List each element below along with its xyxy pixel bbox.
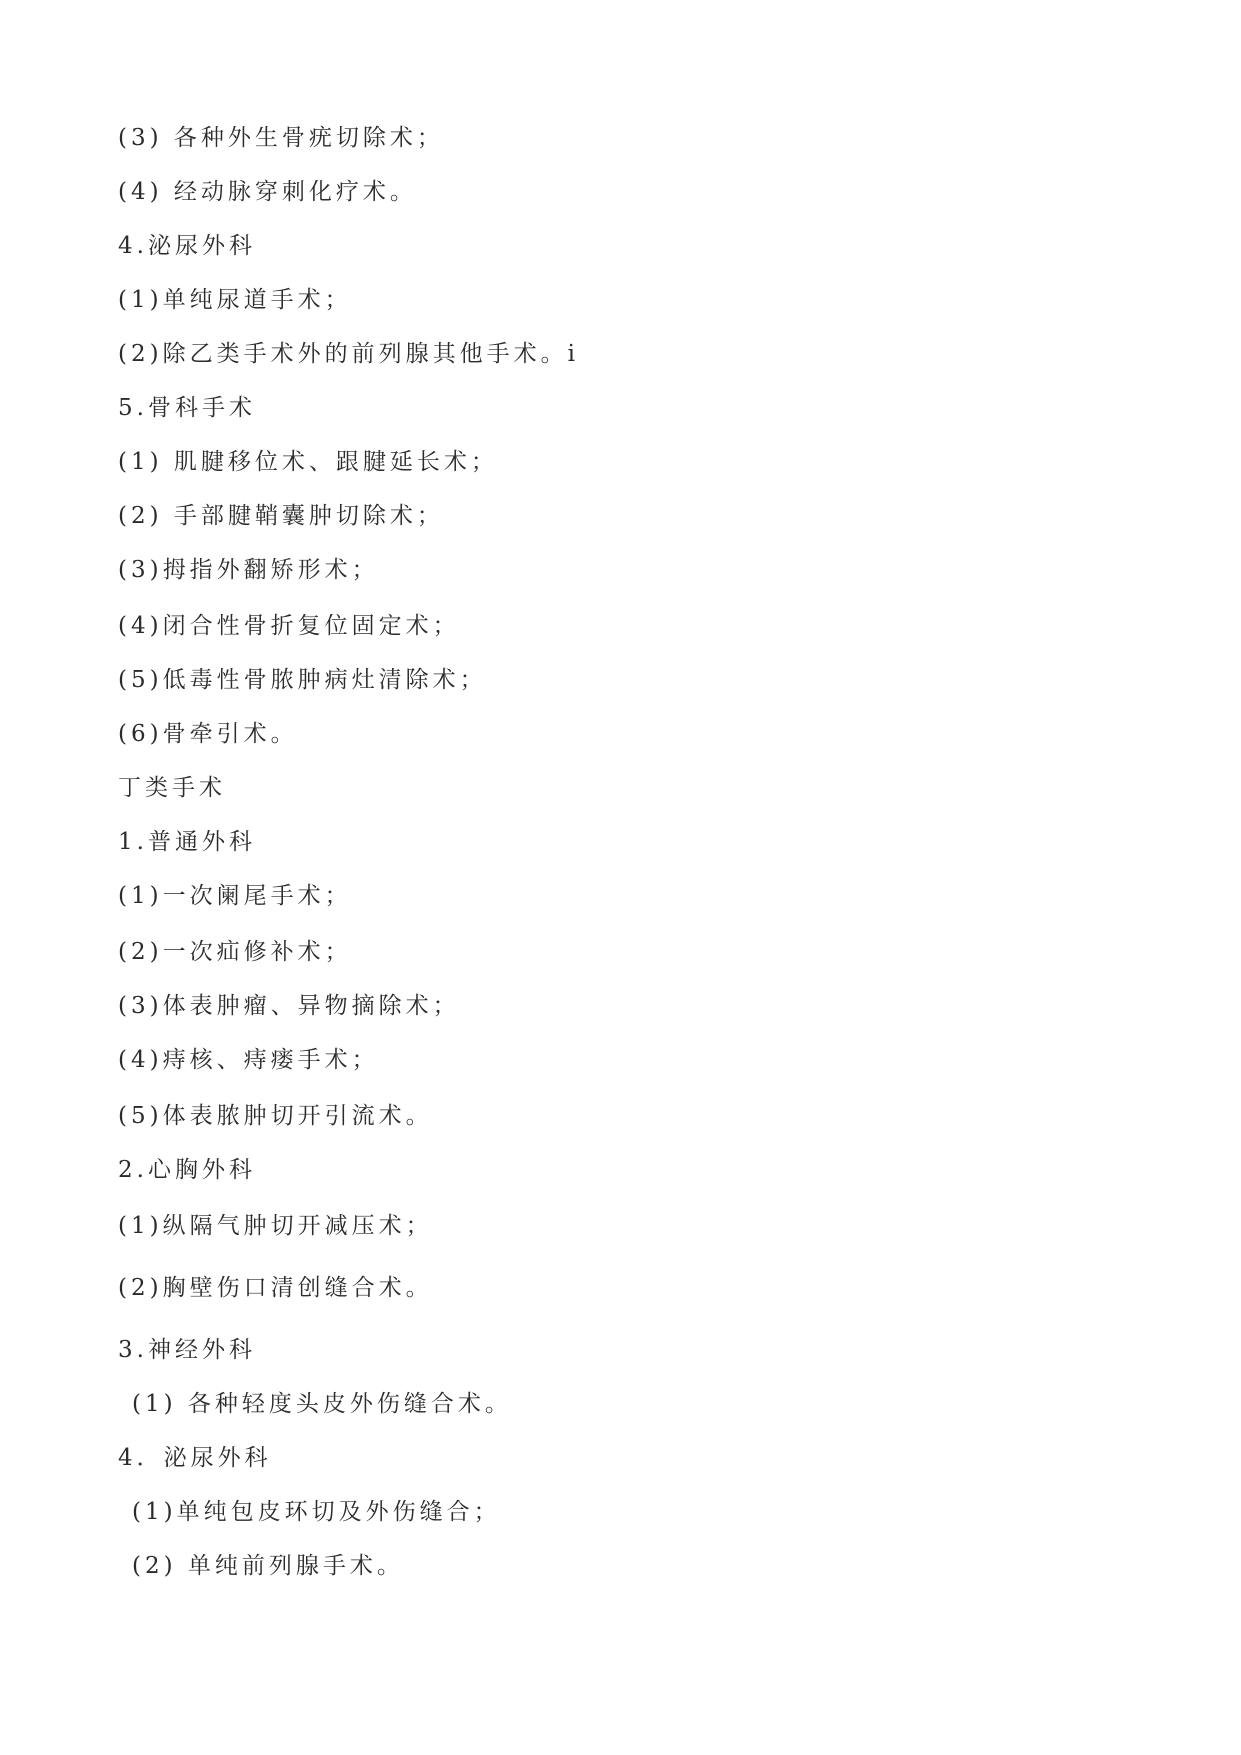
section-heading-orthopedics: 5.骨科手术 <box>118 395 256 421</box>
list-item-hallux-valgus: (3)拇指外翻矫形术； <box>118 557 379 583</box>
section-heading-urology: 4.泌尿外科 <box>118 233 256 259</box>
list-item-tendon-transfer: (1) 肌腱移位术、跟腱延长术； <box>118 449 498 475</box>
list-item-scalp-suture: (1) 各种轻度头皮外伤缝合术。 <box>132 1391 512 1417</box>
list-item-excision-exostosis: (3) 各种外生骨疣切除术； <box>118 125 444 151</box>
section-heading-neurosurgery: 3.神经外科 <box>118 1337 256 1363</box>
list-item-bone-traction: (6)骨牵引术。 <box>118 721 298 747</box>
section-heading-cardiothoracic: 2.心胸外科 <box>118 1157 256 1183</box>
list-item-prostate-other: (2)除乙类手术外的前列腺其他手术。i <box>118 341 579 367</box>
section-heading-urology-2: 4．泌尿外科 <box>118 1445 272 1471</box>
list-item-urethra-surgery: (1)单纯尿道手术； <box>118 287 352 313</box>
list-item-hemorrhoid-surgery: (4)痔核、痔瘘手术； <box>118 1047 379 1073</box>
list-item-circumcision: (1)单纯包皮环切及外伤缝合； <box>132 1499 501 1525</box>
list-item-appendectomy: (1)一次阑尾手术； <box>118 883 352 909</box>
list-item-bone-abscess: (5)低毒性骨脓肿病灶清除术； <box>118 667 487 693</box>
list-item-hernia-repair: (2)一次疝修补术； <box>118 939 352 965</box>
list-item-abscess-drainage: (5)体表脓肿切开引流术。 <box>118 1103 433 1129</box>
list-item-chest-wall-suture: (2)胸壁伤口清创缝合术。 <box>118 1275 433 1301</box>
list-item-arterial-chemotherapy: (4) 经动脉穿刺化疗术。 <box>118 179 417 205</box>
list-item-closed-fracture: (4)闭合性骨折复位固定术； <box>118 613 460 639</box>
category-heading-class-d: 丁类手术 <box>118 775 226 801</box>
list-item-simple-prostate: (2) 单纯前列腺手术。 <box>132 1553 404 1579</box>
section-heading-general-surgery: 1.普通外科 <box>118 829 256 855</box>
list-item-tumor-removal: (3)体表肿瘤、异物摘除术； <box>118 993 460 1019</box>
list-item-ganglion-excision: (2) 手部腱鞘囊肿切除术； <box>118 503 444 529</box>
list-item-mediastinal-decompression: (1)纵隔气肿切开减压术； <box>118 1213 433 1239</box>
